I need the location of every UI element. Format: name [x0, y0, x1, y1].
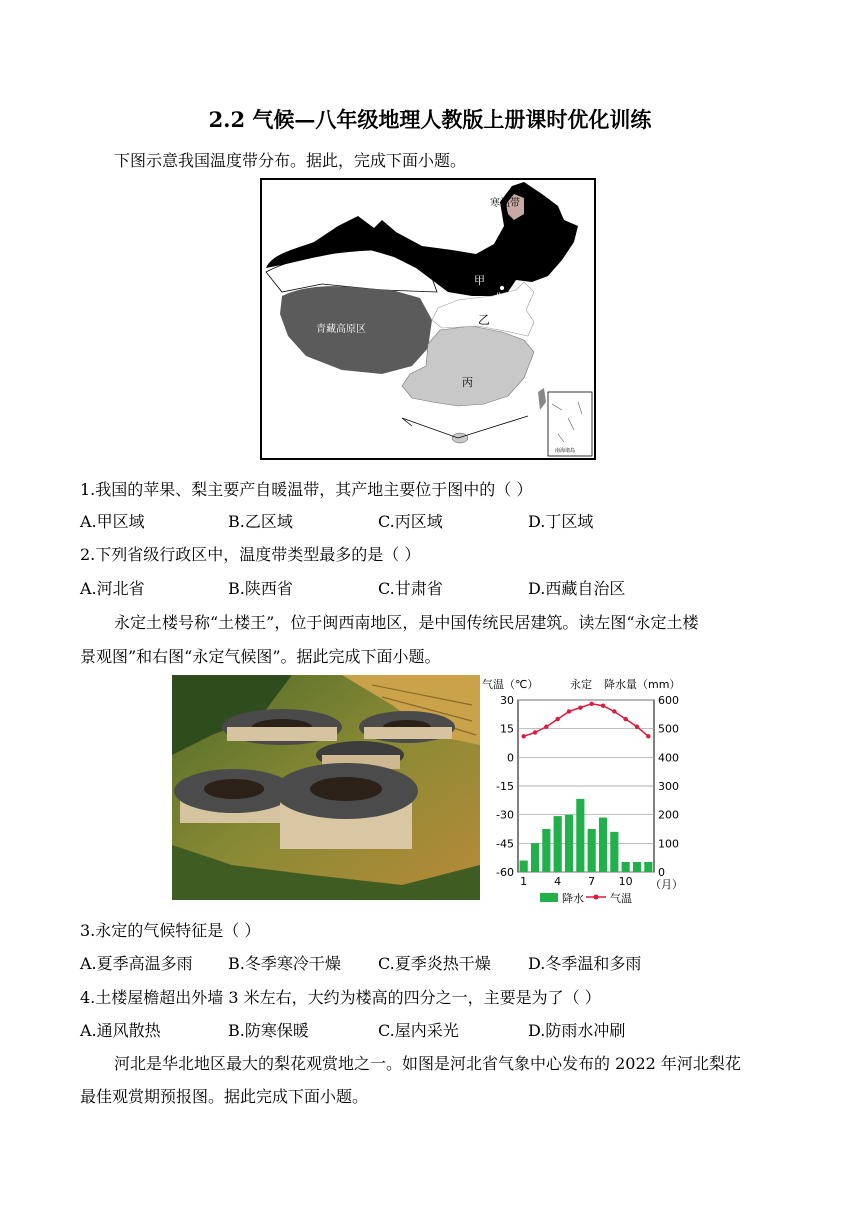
month-tick-label: 1 — [520, 875, 528, 888]
q1-stem: 1.我国的苹果、梨主要产自暖温带，其产地主要位于图中的（ ） — [80, 480, 533, 499]
label-plateau: 青藏高原区 — [316, 324, 366, 335]
beijing-dot — [500, 286, 505, 291]
precip-bar — [644, 862, 652, 872]
precip-bar — [576, 799, 584, 872]
temperature-point — [646, 734, 650, 738]
q4-option-a[interactable]: A.通风散热 — [80, 1021, 161, 1040]
q1-option-a[interactable]: A.甲区域 — [80, 512, 145, 531]
label-yi: 乙 — [478, 313, 491, 327]
temp-tick-label: -60 — [496, 866, 514, 879]
precip-tick-label: 400 — [658, 751, 679, 765]
temperature-point — [601, 704, 605, 708]
temp-tick-label: -15 — [496, 780, 514, 793]
temperature-point — [533, 730, 537, 734]
q4-option-b[interactable]: B.防寒保暖 — [228, 1021, 309, 1040]
q2-stem: 2.下列省级行政区中，温度带类型最多的是（ ） — [80, 545, 421, 564]
intro-pear-line1: 河北是华北地区最大的梨花观赏地之一。如图是河北省气象中心发布的 2022 年河北梨花 — [114, 1054, 741, 1073]
temp-tick-label: 0 — [507, 751, 514, 765]
tulou-top-right — [359, 711, 455, 743]
legend-precip-swatch — [540, 893, 558, 902]
temperature-point — [544, 725, 548, 729]
q2-option-b[interactable]: B.陕西省 — [228, 579, 293, 598]
temperature-point — [635, 725, 639, 729]
temperature-point — [578, 705, 582, 709]
precip-bar — [520, 861, 528, 872]
climate-chart — [480, 674, 690, 906]
temp-tick-label: -30 — [496, 808, 514, 822]
intro-pear-line2: 最佳观赏期预报图。据此完成下面小题。 — [80, 1087, 369, 1106]
tulou-photo — [172, 675, 480, 900]
precip-bar — [565, 815, 573, 872]
label-beijing: 北京 — [494, 293, 513, 303]
temperature-line — [524, 704, 649, 736]
q3-option-a[interactable]: A.夏季高温多雨 — [80, 954, 193, 973]
chart-left-axis-label: 气温（℃） — [482, 678, 539, 691]
temperature-zone-map — [260, 178, 596, 460]
label-inset: 南海诸岛 — [555, 448, 576, 454]
precip-tick-label: 100 — [658, 837, 679, 851]
tulou-illustration — [172, 675, 480, 900]
temp-tick-label: 30 — [500, 694, 514, 707]
q4-stem: 4.土楼屋檐超出外墙 3 米左右，大约为楼高的四分之一，主要是为了（ ） — [80, 988, 601, 1007]
temperature-point — [567, 709, 571, 713]
page-title: 2.2 气候—八年级地理人教版上册课时优化训练 — [208, 107, 652, 132]
legend-temp-label: 气温 — [610, 892, 632, 905]
chart-x-unit: （月） — [650, 878, 683, 891]
q2-option-a[interactable]: A.河北省 — [80, 579, 145, 598]
temperature-point — [521, 734, 525, 738]
precip-bar — [633, 862, 641, 872]
precip-tick-label: 600 — [658, 694, 679, 707]
month-tick-label: 4 — [554, 875, 562, 888]
q3-option-b[interactable]: B.冬季寒冷干燥 — [228, 954, 341, 973]
temperature-point — [589, 702, 593, 706]
precip-tick-label: 500 — [658, 722, 679, 736]
climate-chart-svg — [480, 674, 690, 906]
q3-stem: 3.永定的气候特征是（ ） — [80, 921, 261, 940]
intro-temperature-zones: 下图示意我国温度带分布。据此，完成下面小题。 — [114, 151, 467, 170]
month-tick-label: 10 — [618, 875, 633, 888]
temperature-point — [623, 717, 627, 721]
intro-tulou-line2: 景观图”和右图“永定气候图”。据此完成下面小题。 — [80, 647, 441, 666]
precip-bar — [599, 818, 607, 872]
q2-option-c[interactable]: C.甘肃省 — [378, 579, 443, 598]
label-cold: 寒温带 — [490, 198, 520, 209]
inset-box — [548, 392, 592, 456]
intro-tulou-line1: 永定土楼号称“土楼王”，位于闽西南地区，是中国传统民居建筑。读左图“永定土楼 — [114, 613, 699, 632]
q1-option-d[interactable]: D.丁区域 — [528, 512, 594, 531]
precip-tick-label: 200 — [658, 808, 679, 822]
temp-tick-label: 15 — [500, 722, 514, 736]
q2-option-d[interactable]: D.西藏自治区 — [528, 579, 626, 598]
precip-tick-label: 0 — [658, 866, 665, 879]
q1-option-c[interactable]: C.丙区域 — [378, 512, 443, 531]
taiwan — [538, 388, 546, 410]
temp-tick-label: -45 — [496, 837, 514, 851]
tulou-bottom-center — [274, 763, 418, 849]
q4-option-d[interactable]: D.防雨水冲刷 — [528, 1021, 626, 1040]
month-tick-label: 7 — [588, 875, 596, 888]
label-jia: 甲 — [474, 274, 485, 287]
chart-right-axis-label: 降水量（mm） — [604, 678, 681, 691]
legend-precip-label: 降水 — [562, 892, 584, 905]
temperature-point — [555, 717, 559, 721]
precip-bar — [542, 829, 550, 872]
label-bing: 丙 — [462, 376, 473, 389]
precip-bar — [622, 862, 630, 872]
q1-option-b[interactable]: B.乙区域 — [228, 512, 293, 531]
chart-title: 永定 — [570, 678, 592, 691]
temperature-point — [612, 709, 616, 713]
q3-option-c[interactable]: C.夏季炎热干燥 — [378, 954, 491, 973]
precip-tick-label: 300 — [658, 780, 679, 793]
precip-bar — [554, 816, 562, 872]
q3-option-d[interactable]: D.冬季温和多雨 — [528, 954, 642, 973]
china-map-svg — [262, 180, 594, 458]
legend-temp-dot — [594, 895, 599, 900]
precip-bar — [588, 829, 596, 872]
precip-bar — [531, 843, 539, 872]
q4-option-c[interactable]: C.屋内采光 — [378, 1021, 459, 1040]
precip-bar — [610, 832, 618, 872]
tulou-top-left — [222, 709, 342, 745]
hainan — [452, 433, 468, 443]
